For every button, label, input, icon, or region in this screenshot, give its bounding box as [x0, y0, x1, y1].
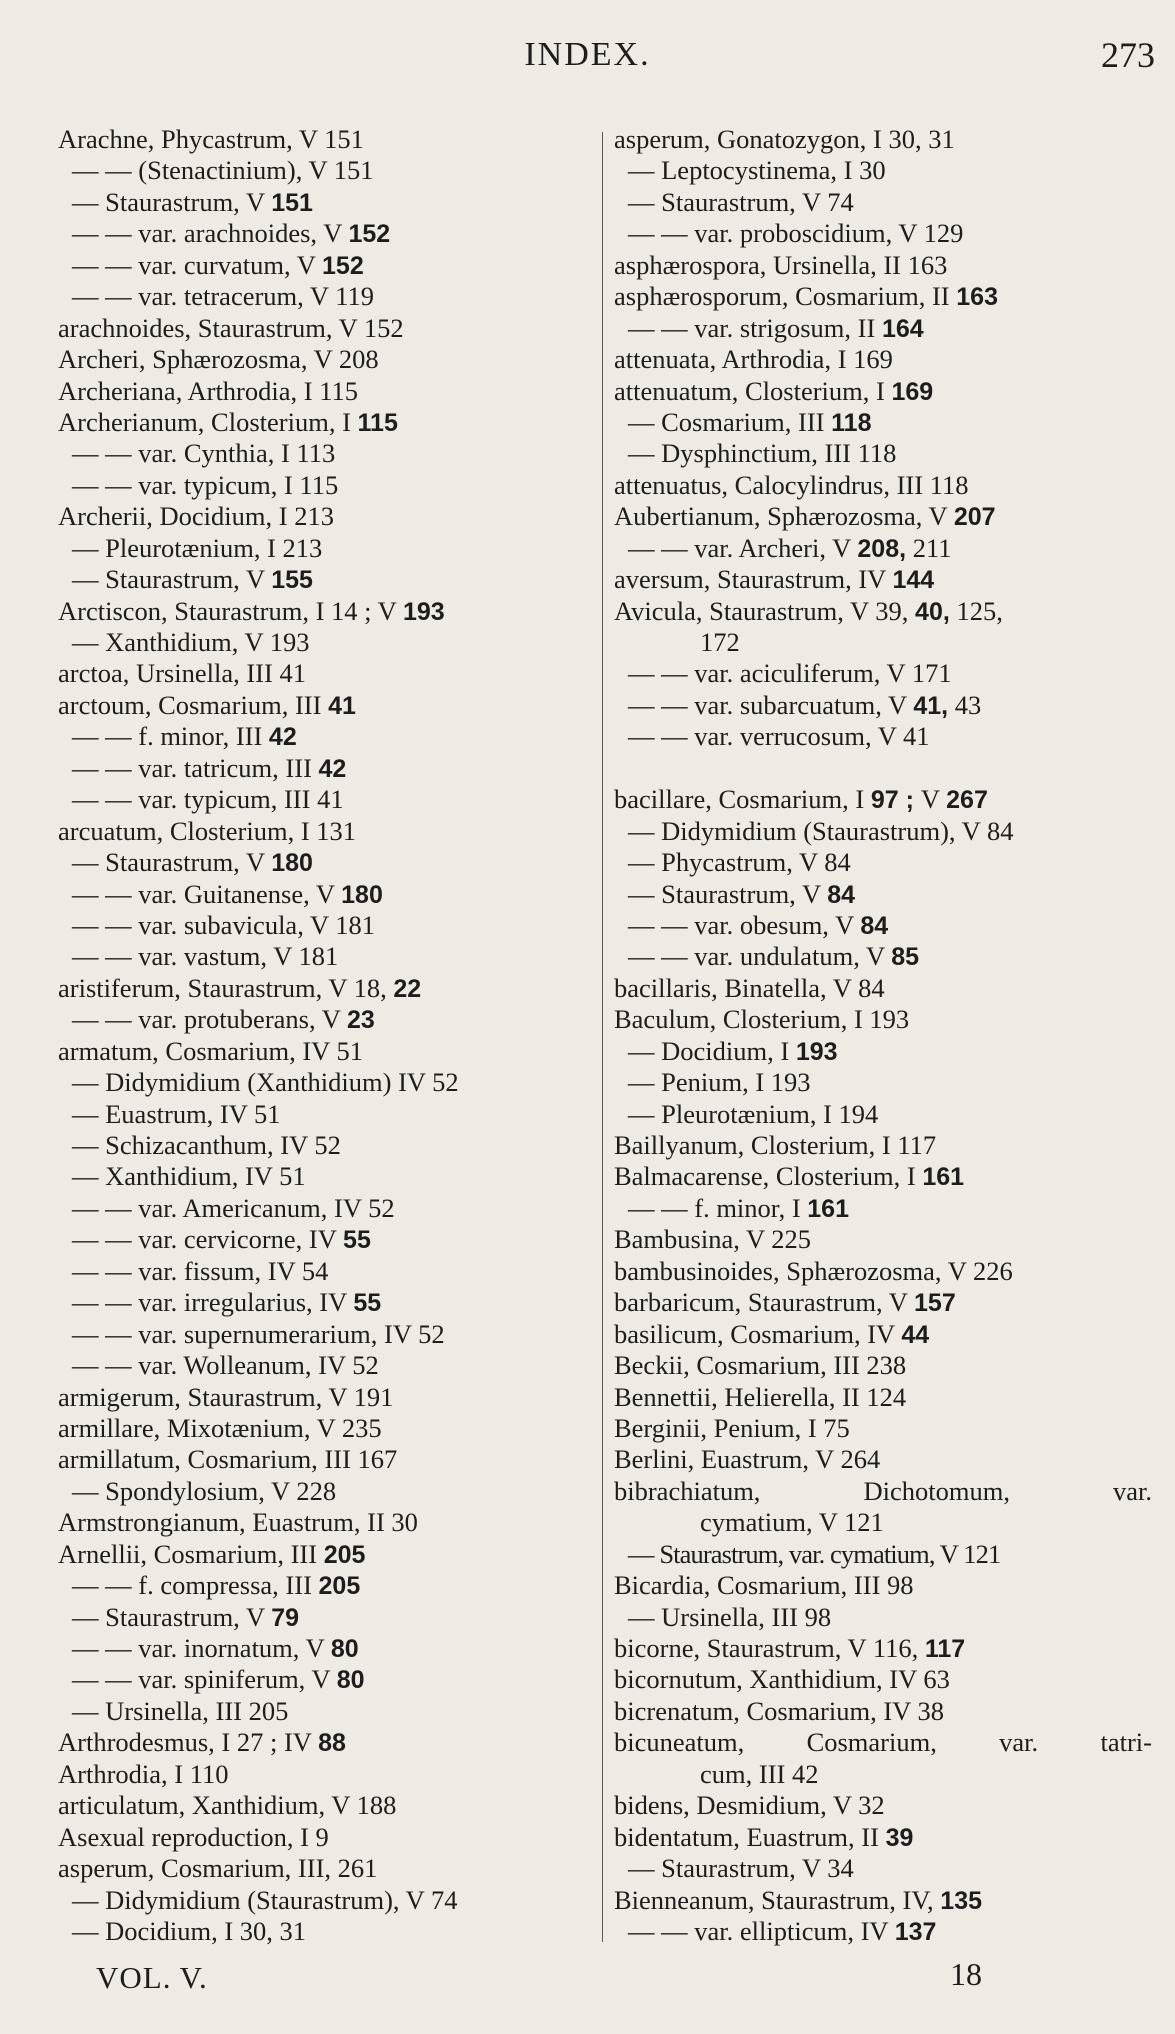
index-entry: — Phycastrum, V 84 — [628, 847, 851, 878]
index-entry: — Ursinella, III 98 — [628, 1601, 832, 1632]
index-entry: arachnoides, Staurastrum, V 152 — [58, 312, 404, 343]
index-entry: Archerianum, Closterium, I 115 — [58, 406, 398, 437]
index-entry: — Xanthidium, IV 51 — [72, 1161, 306, 1192]
index-entry: asperum, Cosmarium, III, 261 — [58, 1853, 378, 1884]
index-entry: asperum, Gonatozygon, I 30, 31 — [614, 124, 955, 154]
index-entry: — Staurastrum, V 79 — [72, 1601, 300, 1632]
index-entry: bicuneatum, Cosmarium, var. tatri- — [614, 1727, 1152, 1758]
index-entry: Armstrongianum, Euastrum, II 30 — [58, 1507, 418, 1538]
index-entry: arctoa, Ursinella, III 41 — [58, 658, 306, 689]
index-entry: Balmacarense, Closterium, I 161 — [614, 1161, 965, 1192]
index-entry: — — var. Cynthia, I 113 — [72, 438, 336, 469]
index-entry: cymatium, V 121 — [700, 1507, 884, 1538]
index-entry: — — var. subavicula, V 181 — [72, 909, 376, 940]
index-entry: bacillaris, Binatella, V 84 — [614, 972, 885, 1003]
index-entry: — Euastrum, IV 51 — [72, 1098, 281, 1129]
index-entry: bicorne, Staurastrum, V 116, 117 — [614, 1633, 966, 1663]
index-entry: — — f. minor, III 42 — [72, 721, 297, 752]
index-entry: — — var. tetracerum, V 119 — [72, 281, 374, 312]
index-entry: — Pleurotænium, I 194 — [628, 1098, 879, 1129]
index-entry: — Xanthidium, V 193 — [72, 627, 310, 657]
page-number: 273 — [1101, 35, 1155, 75]
index-entry: — Penium, I 193 — [628, 1067, 811, 1098]
index-entry: — — var. Americanum, IV 52 — [72, 1192, 395, 1223]
index-entry: Arthrodesmus, I 27 ; IV 88 — [58, 1727, 346, 1758]
index-entry: — Staurastrum, var. cymatium, V 121 — [628, 1538, 1001, 1569]
index-entry: — — var. cervicorne, IV 55 — [72, 1224, 371, 1255]
index-entry: — — var. undulatum, V 85 — [628, 941, 920, 972]
index-entry: — — var. protuberans, V 23 — [72, 1004, 375, 1035]
index-entry: Arachne, Phycastrum, V 151 — [58, 124, 364, 154]
index-entry: — — var. typicum, III 41 — [72, 784, 344, 815]
index-entry: — — var. curvatum, V 152 — [72, 249, 364, 280]
index-entry: armillatum, Cosmarium, III 167 — [58, 1444, 398, 1475]
index-entry: basilicum, Cosmarium, IV 44 — [614, 1318, 930, 1349]
index-entry: Arnellii, Cosmarium, III 205 — [58, 1538, 366, 1569]
index-entry: bidens, Desmidium, V 32 — [614, 1790, 885, 1821]
index-entry: — — var. fissum, IV 54 — [72, 1255, 329, 1286]
index-entry: — Staurastrum, V 74 — [628, 186, 854, 217]
signature-mark: 18 — [950, 1956, 982, 1992]
index-entry: — — f. minor, I 161 — [628, 1192, 849, 1223]
index-entry: arctoum, Cosmarium, III 41 — [58, 689, 356, 720]
index-entry: bibrachiatum, Dichotomum, var. — [614, 1475, 1152, 1506]
index-entry: — — var. subarcuatum, V 41, 43 — [628, 689, 982, 720]
index-entry: cum, III 42 — [700, 1758, 819, 1789]
index-entry: — — var. Guitanense, V 180 — [72, 878, 383, 909]
index-entry: attenuatus, Calocylindrus, III 118 — [614, 469, 969, 500]
index-entry: aversum, Staurastrum, IV 144 — [614, 564, 935, 595]
index-entry: Avicula, Staurastrum, V 39, 40, 125, — [614, 595, 1003, 626]
index-entry: Baculum, Closterium, I 193 — [614, 1004, 910, 1035]
index-entry: — Staurastrum, V 151 — [72, 186, 313, 217]
index-entry: attenuata, Arthrodia, I 169 — [614, 344, 893, 375]
index-entry: Asexual reproduction, I 9 — [58, 1821, 329, 1852]
index-entry: — — f. compressa, III 205 — [72, 1570, 361, 1601]
index-entry: — — var. tatricum, III 42 — [72, 752, 347, 783]
index-entry: Archeriana, Arthrodia, I 115 — [58, 375, 358, 406]
index-entry: — Staurastrum, V 34 — [628, 1853, 854, 1884]
index-entry: — — var. obesum, V 84 — [628, 909, 889, 940]
index-entry: 172 — [700, 627, 740, 657]
index-entry: Arthrodia, I 110 — [58, 1758, 229, 1789]
index-entry: bicornutum, Xanthidium, IV 63 — [614, 1664, 950, 1695]
index-entry: bambusinoides, Sphærozosma, V 226 — [614, 1255, 1013, 1286]
index-entry: — — var. ellipticum, IV 137 — [628, 1915, 937, 1946]
index-entry: asphærosporum, Cosmarium, II 163 — [614, 281, 998, 312]
index-entry: bidentatum, Euastrum, II 39 — [614, 1821, 914, 1852]
page-header-title: INDEX. — [524, 36, 651, 73]
index-entry: — Staurastrum, V 155 — [72, 564, 313, 595]
index-entry: Beckii, Cosmarium, III 238 — [614, 1350, 907, 1381]
index-entry: — Docidium, I 30, 31 — [72, 1915, 307, 1946]
index-entry: bicrenatum, Cosmarium, IV 38 — [614, 1695, 944, 1726]
index-entry: — — var. irregularius, IV 55 — [72, 1287, 382, 1318]
index-entry: aristiferum, Staurastrum, V 18, 22 — [58, 972, 422, 1003]
index-entry: — Didymidium (Staurastrum), V 74 — [72, 1884, 458, 1915]
index-entry: Aubertianum, Sphærozosma, V 207 — [614, 501, 996, 532]
index-entry: — Schizacanthum, IV 52 — [72, 1130, 341, 1160]
index-entry: Bennettii, Helierella, II 124 — [614, 1381, 907, 1412]
index-entry: — — var. supernumerarium, IV 52 — [72, 1318, 445, 1349]
index-entry: Bambusina, V 225 — [614, 1224, 812, 1255]
index-entry: — — (Stenactinium), V 151 — [72, 155, 374, 186]
index-entry: Berginii, Penium, I 75 — [614, 1412, 850, 1443]
index-entry: — — var. typicum, I 115 — [72, 469, 339, 500]
index-entry: — — var. proboscidium, V 129 — [628, 218, 964, 249]
index-entry: arcuatum, Closterium, I 131 — [58, 815, 357, 846]
index-entry: articulatum, Xanthidium, V 188 — [58, 1790, 397, 1821]
index-entry: Arctiscon, Staurastrum, I 14 ; V 193 — [58, 595, 445, 626]
index-column-left — [58, 124, 593, 1947]
index-entry: — — var. strigosum, II 164 — [628, 312, 924, 343]
index-entry: — Leptocystinema, I 30 — [628, 155, 886, 186]
index-entry: — Docidium, I 193 — [628, 1035, 838, 1066]
index-entry: — — var. inornatum, V 80 — [72, 1633, 359, 1663]
index-entry: — Spondylosium, V 228 — [72, 1475, 337, 1506]
index-entry: attenuatum, Closterium, I 169 — [614, 375, 934, 406]
index-entry: Berlini, Euastrum, V 264 — [614, 1444, 881, 1475]
index-entry: armatum, Cosmarium, IV 51 — [58, 1035, 363, 1066]
index-entry: — Staurastrum, V 84 — [628, 878, 856, 909]
index-entry: — Cosmarium, III 118 — [628, 406, 872, 437]
index-entry: Archerii, Docidium, I 213 — [58, 501, 334, 532]
index-entry: — Staurastrum, V 180 — [72, 847, 313, 878]
index-entry: — — var. aciculiferum, V 171 — [628, 658, 952, 689]
index-entry: asphærospora, Ursinella, II 163 — [614, 249, 948, 280]
index-entry: Baillyanum, Closterium, I 117 — [614, 1130, 937, 1160]
index-column-right — [614, 124, 1159, 1947]
blank-line — [614, 753, 1159, 784]
index-entry: — Ursinella, III 205 — [72, 1695, 289, 1726]
index-entry: — Pleurotænium, I 213 — [72, 532, 323, 563]
index-entry: armigerum, Staurastrum, V 191 — [58, 1381, 394, 1412]
column-divider — [602, 132, 603, 1942]
volume-label: VOL. V. — [96, 1960, 208, 1995]
index-entry: Bienneanum, Staurastrum, IV, 135 — [614, 1884, 983, 1915]
index-entry: — Didymidium (Xanthidium) IV 52 — [72, 1067, 459, 1098]
index-entry: — — var. verrucosum, V 41 — [628, 721, 930, 752]
index-entry: — — var. arachnoides, V 152 — [72, 218, 391, 249]
index-entry: barbaricum, Staurastrum, V 157 — [614, 1287, 956, 1318]
index-entry: — — var. Archeri, V 208, 211 — [628, 532, 952, 563]
index-entry: Bicardia, Cosmarium, III 98 — [614, 1570, 914, 1601]
index-entry: — — var. Wolleanum, IV 52 — [72, 1350, 379, 1381]
index-entry: armillare, Mixotænium, V 235 — [58, 1412, 382, 1443]
index-entry: — — var. vastum, V 181 — [72, 941, 339, 972]
index-entry: bacillare, Cosmarium, I 97 ; V 267 — [614, 784, 988, 815]
index-entry: — — var. spiniferum, V 80 — [72, 1664, 365, 1695]
index-entry: — Didymidium (Staurastrum), V 84 — [628, 815, 1014, 846]
index-entry: Archeri, Sphærozosma, V 208 — [58, 344, 379, 375]
index-entry: — Dysphinctium, III 118 — [628, 438, 897, 469]
